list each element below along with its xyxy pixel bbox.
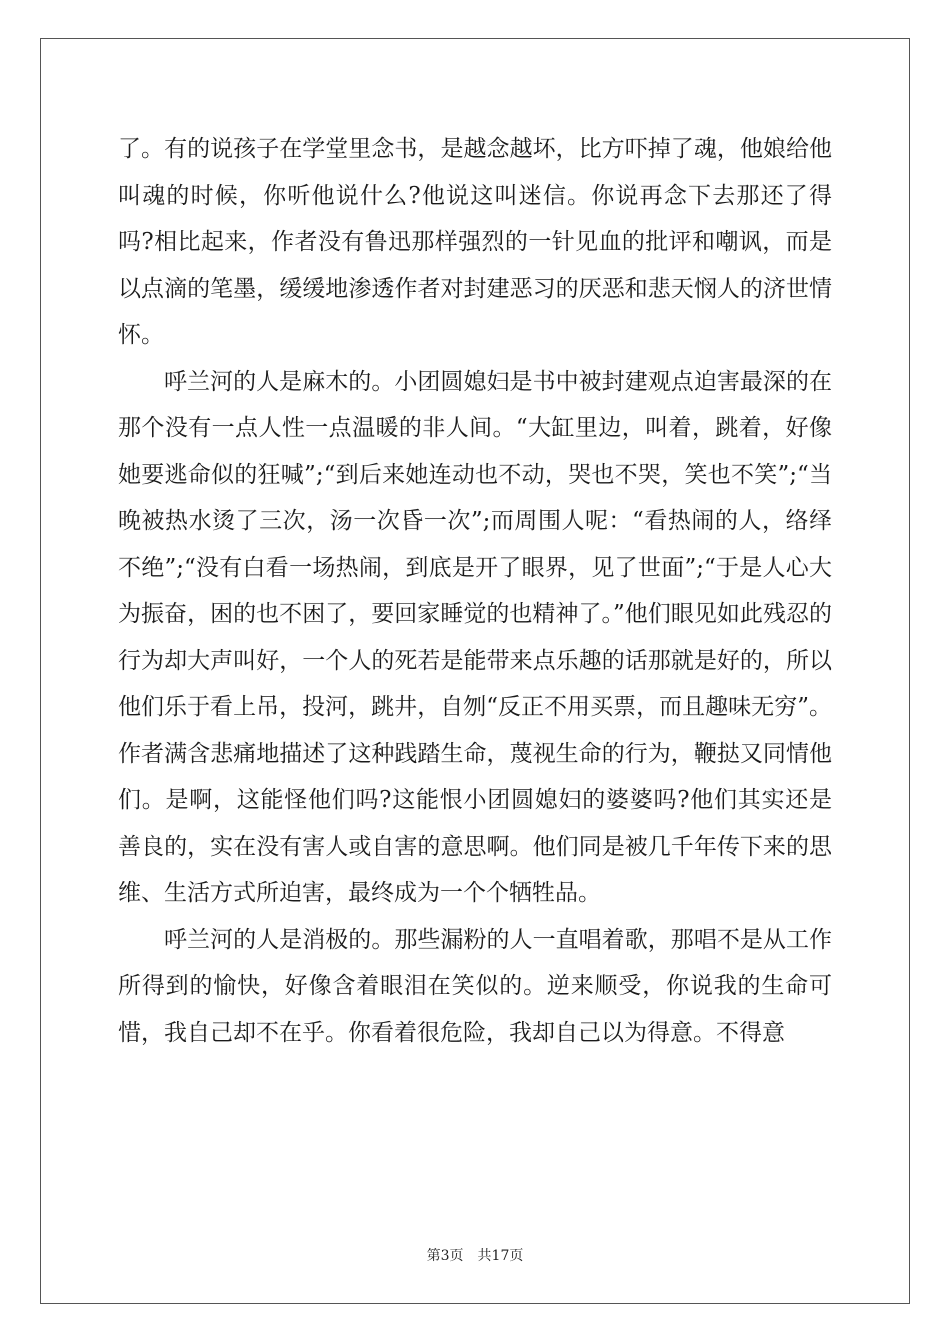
document-body <box>118 126 832 1056</box>
paragraph-1: 了。有的说孩子在学堂里念书，是越念越坏，比方吓掉了魂，他娘给他叫魂的时候，你听他说什么?他说这叫迷信。你说再念下去那还了得吗?相比起来，作者没有鲁迅那样强烈的一针见血的批评和嘲讽，而是以点滴的笔墨，缓缓地渗透作者对封建恶习的厌恶和悲天悯人的济世情怀。 <box>118 136 832 348</box>
paragraph-2: 呼兰河的人是麻木的。小团圆媳妇是书中被封建观点迫害最深的在那个没有一点人性一点温暖的非人间。“大缸里边，叫着，跳着，好像她要逃命似的狂喊”;“到后来她连动也不动，哭也不哭，笑也不笑”;“当晚被热水烫了三次，汤一次昏一次”;而周围人呢：“看热闹的人，络绎不绝”;“没有白看一场热闹，到底是开了眼界，见了世面”;“于是人心大为振奋，困的也不困了，要回家睡觉的也精神了。”他们眼见如此残忍的行为却大声叫好，一个人的死若是能带来点乐趣的话那就是好的，所以他们乐于看上吊，投河，跳井，自刎“反正不用买票，而且趣味无穷”。作者满含悲痛地描述了这种践踏生命，蔑视生命的行为，鞭挞又同情他们。是啊，这能怪他们吗?这能恨小团圆媳妇的婆婆吗?他们其实还是善良的，实在没有害人或自害的意思啊。他们同是被几千年传下来的思维、生活方式所迫害，最终成为一个个牺牲品。 <box>118 368 832 906</box>
paragraph-3: 呼兰河的人是消极的。那些漏粉的人一直唱着歌，那唱不是从工作所得到的愉快，好像含着眼泪在笑似的。逆来顺受，你说我的生命可惜，我自己却不在乎。你看着很危险，我却自己以为得意。不得意 <box>118 926 832 1046</box>
page-number: 第3页 <box>426 1248 464 1264</box>
page-total: 共17页 <box>477 1248 524 1264</box>
page-footer <box>0 1245 950 1265</box>
